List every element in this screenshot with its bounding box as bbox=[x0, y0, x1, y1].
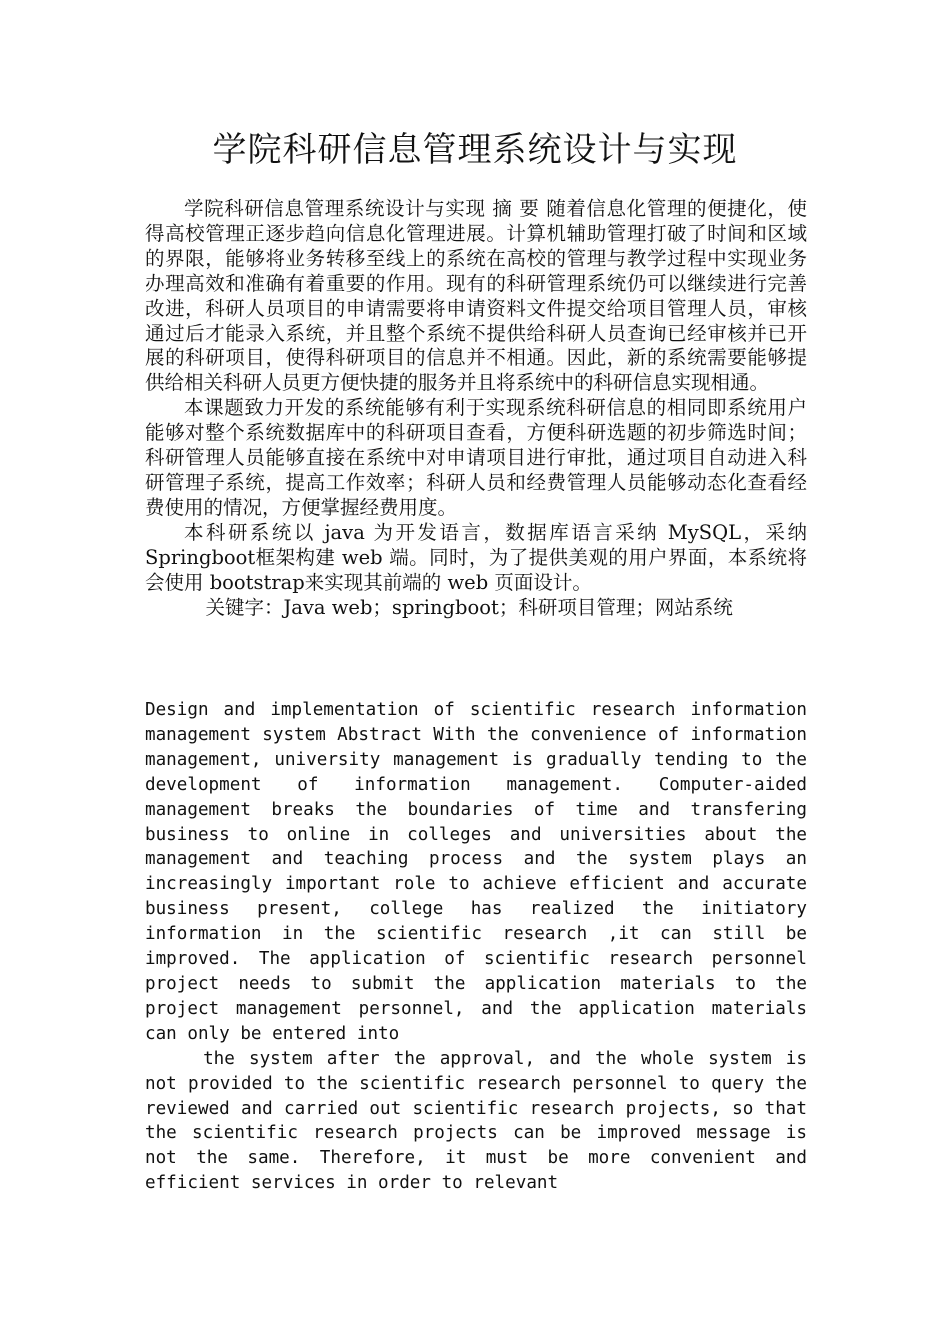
abstract-paragraph-1: 学院科研信息管理系统设计与实现 摘 要 随着信息化管理的便捷化，使得高校管理正逐步趋向信息化管理进展。计算机辅助管理打破了时间和区域的界限，能够将业务转移至线上的系统在高校的管理与教学过程中实现业务办理高效和准确有着重要的作用。现有的科研管理系统仍可以继续进行完善改进，科研人员项目的申请需要将申请资料文件提交给项目管理人员，审核通过后才能录入系统，并且整个系统不提供给科研人员查询已经审核并已开展的科研项目，使得科研项目的信息并不相通。因此，新的系统需要能够提供给相关科研人员更方便快捷的服务并且将系统中的科研信息实现相通。 bbox=[145, 197, 807, 395]
english-abstract-paragraph-2: the system after the approval, and the whole system is not provided to the scientific research personnel to query the reviewed and carried out scientific research projects, so that the scientific research projects can be improved message is not the same. Therefore, it must be more convenient and efficient services in order to relevant bbox=[145, 1048, 807, 1194]
abstract-paragraph-2: 本课题致力开发的系统能够有利于实现系统科研信息的相同即系统用户能够对整个系统数据库中的科研项目查看，方便科研选题的初步筛选时间；科研管理人员能够直接在系统中对申请项目进行审批，通过项目自动进入科研管理子系统，提高工作效率；科研人员和经费管理人员能够动态化查看经费使用的情况，方便掌握经费用度。 bbox=[145, 396, 807, 519]
english-abstract-paragraph-1: Design and implementation of scientific research information management system Abstract With the convenience of information management, university management is gradually tending to the development of information management. Computer-aided management breaks the boundaries of time and transfering business to online in colleges and universities about the management and teaching process and the system plays an increasingly important role to achieve efficient and accurate business present, college has realized the initiatory information in the scientific research ,it can still be improved. The application of scientific research personnel project needs to submit the application materials to the project management personnel, and the application materials can only be entered into bbox=[145, 700, 807, 1044]
abstract-paragraph-3: 本科研系统以 java 为开发语言，数据库语言采纳 MySQL，采纳 Springboot框架构建 web 端。同时，为了提供美观的用户界面，本系统将会使用 bootstrap来实现其前端的 web 页面设计。 bbox=[145, 520, 807, 594]
keywords-line: 关键字：Java web；springboot；科研项目管理；网站系统 bbox=[205, 595, 733, 619]
page-title: 学院科研信息管理系统设计与实现 bbox=[212, 130, 738, 170]
chinese-abstract bbox=[145, 197, 807, 620]
english-abstract bbox=[145, 698, 807, 1196]
